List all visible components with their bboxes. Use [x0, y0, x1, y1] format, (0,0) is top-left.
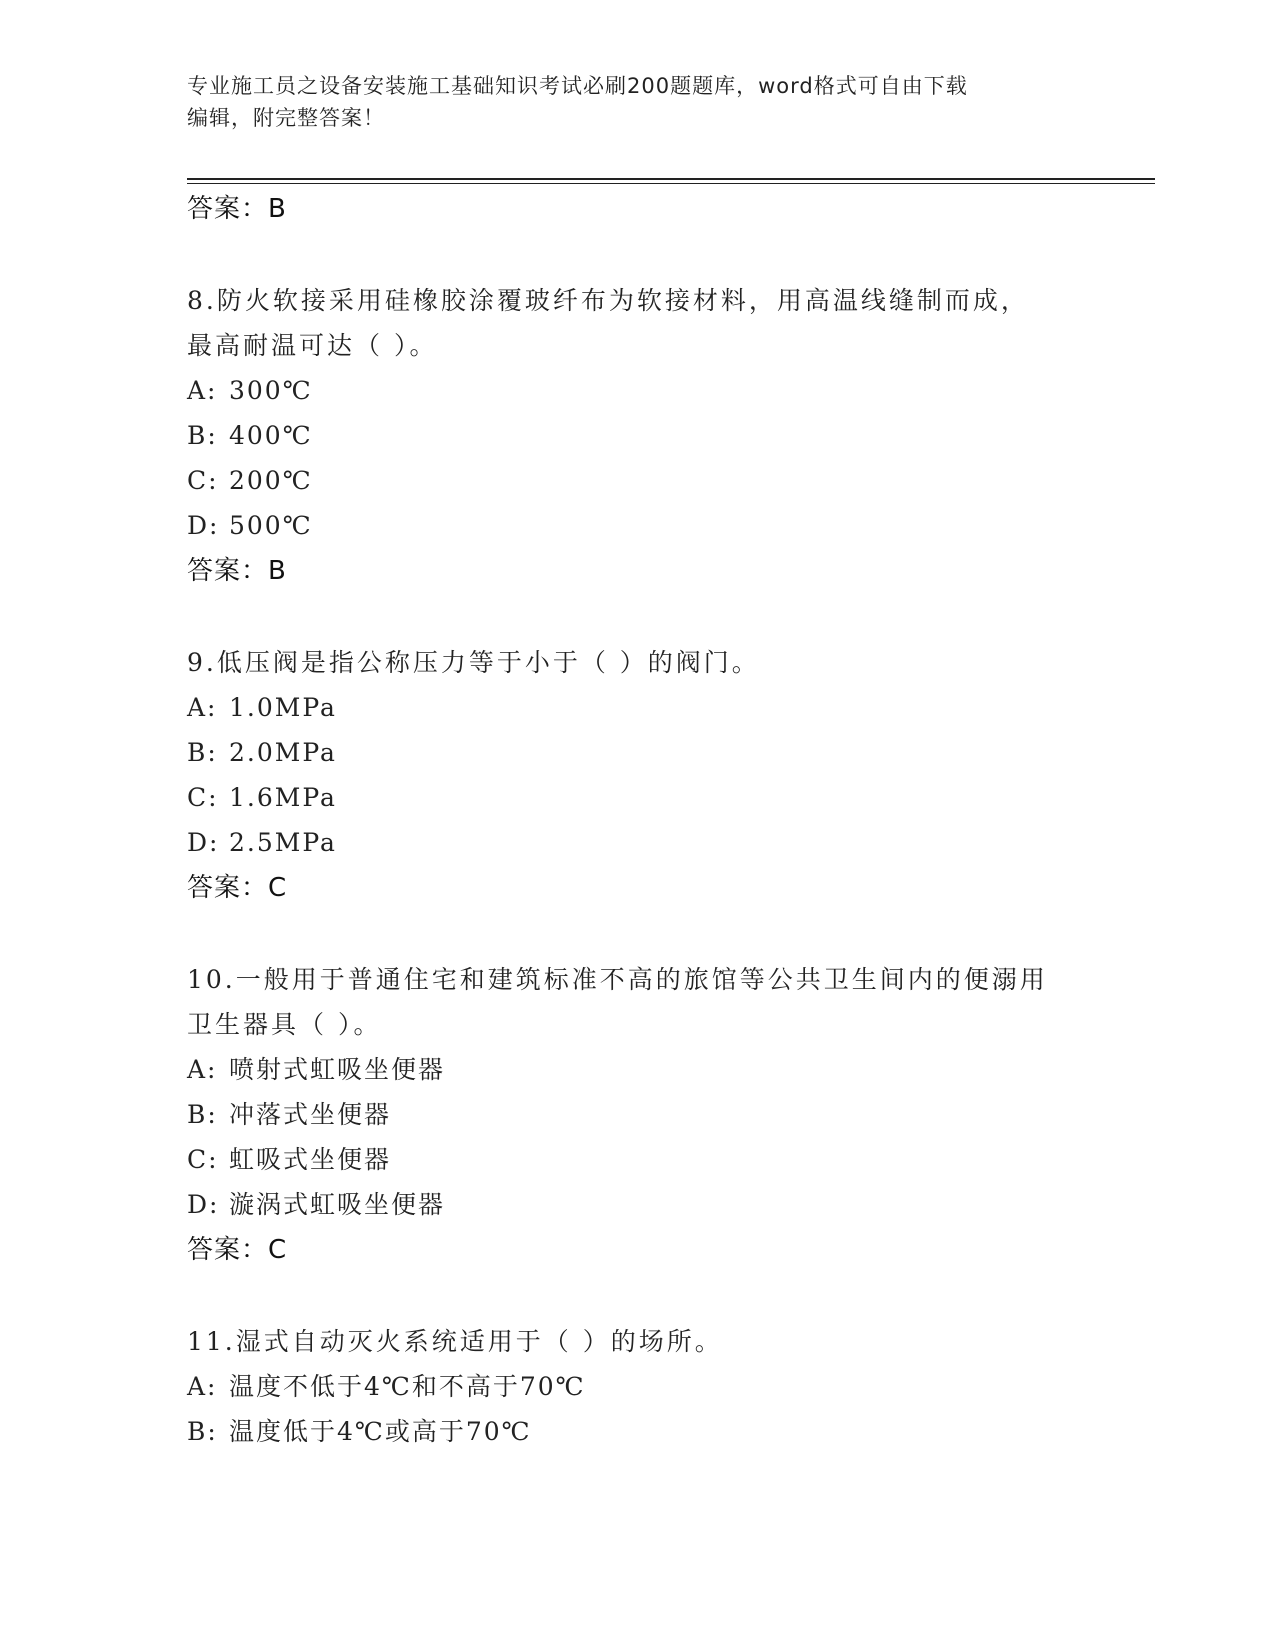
question-8	[187, 278, 1087, 594]
question-stem-continued: 卫生器具（ ）。	[187, 1010, 382, 1039]
option-text: 漩涡式虹吸坐便器	[229, 1190, 446, 1219]
header-title-line-2: 编辑，附完整答案！	[187, 106, 385, 130]
answer-label: 答案：	[187, 194, 269, 224]
answer-value: B	[268, 194, 287, 224]
option-d	[187, 1182, 1087, 1227]
option-a	[187, 685, 1087, 730]
spacer	[187, 594, 1087, 640]
option-d	[187, 503, 1087, 548]
answer-value: B	[268, 556, 287, 586]
option-text: 2.5MPa	[229, 828, 337, 857]
option-letter: B:	[187, 421, 218, 450]
option-letter: D:	[187, 1190, 220, 1219]
option-letter: B:	[187, 738, 218, 767]
option-letter: B:	[187, 1417, 218, 1446]
document-header	[187, 70, 1067, 134]
option-a	[187, 1364, 1087, 1409]
option-a	[187, 1047, 1087, 1092]
spacer	[187, 232, 1087, 278]
option-text: 虹吸式坐便器	[229, 1145, 392, 1174]
answer-line	[187, 548, 1087, 594]
question-11	[187, 1319, 1087, 1454]
answer-line	[187, 186, 1087, 232]
option-text: 1.0MPa	[229, 693, 337, 722]
option-text: 400℃	[229, 421, 313, 450]
option-b	[187, 730, 1087, 775]
option-letter: C:	[187, 783, 219, 812]
option-letter: D:	[187, 828, 220, 857]
question-stem: 9.低压阀是指公称压力等于小于（ ）的阀门。	[187, 648, 760, 677]
answer-value: C	[268, 873, 288, 903]
option-c	[187, 458, 1087, 503]
option-text: 500℃	[229, 511, 313, 540]
option-text: 温度不低于4℃和不高于70℃	[229, 1372, 586, 1401]
option-text: 1.6MPa	[229, 783, 337, 812]
question-stem: 8.防火软接采用硅橡胶涂覆玻纤布为软接材料，用高温线缝制而成，	[187, 286, 1029, 315]
option-text: 喷射式虹吸坐便器	[229, 1055, 446, 1084]
option-letter: B:	[187, 1100, 218, 1129]
option-letter: A:	[187, 1055, 218, 1084]
answer-label: 答案：	[187, 556, 269, 586]
answer-label: 答案：	[187, 873, 269, 903]
spacer	[187, 1273, 1087, 1319]
option-c	[187, 1137, 1087, 1182]
option-letter: C:	[187, 1145, 219, 1174]
question-9	[187, 640, 1087, 911]
option-b	[187, 413, 1087, 458]
option-c	[187, 775, 1087, 820]
option-text: 200℃	[229, 466, 313, 495]
option-letter: C:	[187, 466, 219, 495]
question-stem: 11.湿式自动灭火系统适用于（ ）的场所。	[187, 1327, 723, 1356]
option-a	[187, 368, 1087, 413]
answer-line	[187, 865, 1087, 911]
option-text: 300℃	[229, 376, 313, 405]
option-b	[187, 1092, 1087, 1137]
answer-line	[187, 1227, 1087, 1273]
option-letter: A:	[187, 693, 218, 722]
option-text: 冲落式坐便器	[229, 1100, 392, 1129]
header-divider-thin	[187, 183, 1155, 184]
option-text: 2.0MPa	[229, 738, 337, 767]
question-10	[187, 957, 1087, 1273]
header-divider-thick	[187, 178, 1155, 180]
header-title-line-1: 专业施工员之设备安装施工基础知识考试必刷200题题库，word格式可自由下载	[187, 74, 968, 98]
answer-label: 答案：	[187, 1235, 269, 1265]
option-b	[187, 1409, 1087, 1454]
answer-value: C	[268, 1235, 288, 1265]
option-letter: A:	[187, 1372, 218, 1401]
question-stem: 10.一般用于普通住宅和建筑标准不高的旅馆等公共卫生间内的便溺用	[187, 965, 1048, 994]
option-text: 温度低于4℃或高于70℃	[229, 1417, 532, 1446]
spacer	[187, 911, 1087, 957]
document-body	[187, 186, 1087, 1454]
option-letter: A:	[187, 376, 218, 405]
option-d	[187, 820, 1087, 865]
option-letter: D:	[187, 511, 220, 540]
question-stem-continued: 最高耐温可达（ ）。	[187, 331, 438, 360]
